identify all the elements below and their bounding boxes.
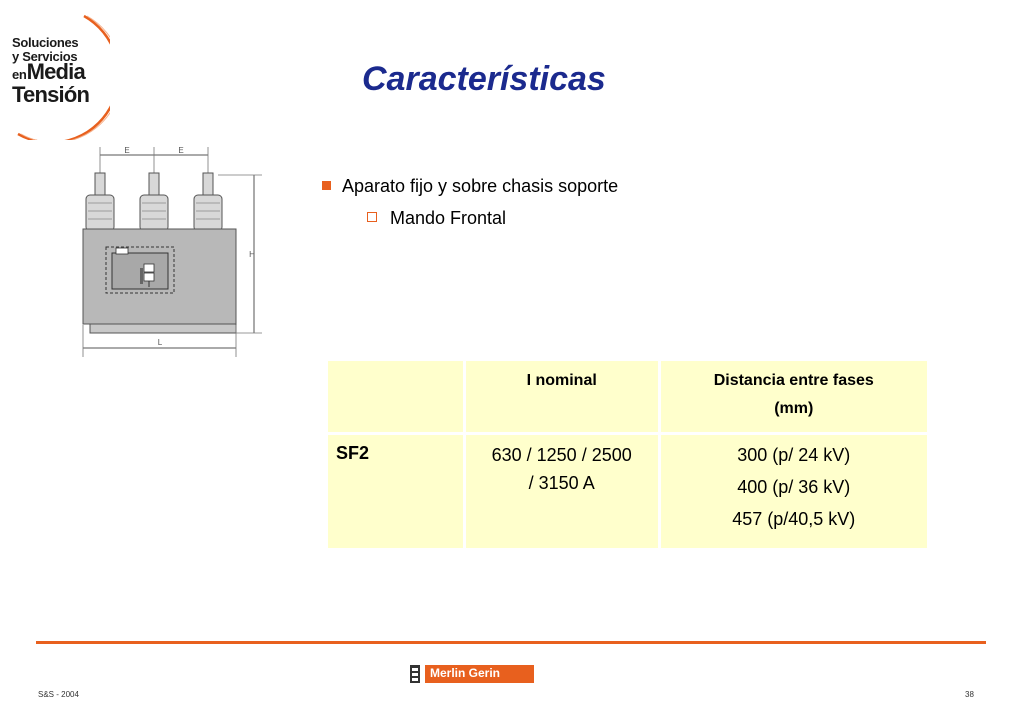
brand-name: Merlin Gerin xyxy=(430,666,501,680)
bullet-level-1-text: Aparato fijo y sobre chasis soporte xyxy=(342,176,619,196)
header-cell-nominal-current: I nominal xyxy=(466,361,658,435)
header-cell-empty xyxy=(328,361,463,435)
merlin-gerin-logo xyxy=(408,663,536,685)
bullet-level-1 xyxy=(322,176,618,197)
table-row xyxy=(328,435,927,548)
switchgear-drawing xyxy=(78,143,268,363)
header-phase-distance-line1: Distancia entre fases xyxy=(713,372,874,389)
logo-line-4: Tensión xyxy=(12,82,90,107)
cell-phase-distance: 300 (p/ 24 kV) 400 (p/ 36 kV) 457 (p/40,5 kV) xyxy=(661,435,928,548)
dim-e1-label: E xyxy=(124,146,130,155)
cell-nominal-current: 630 / 1250 / 2500 / 3150 A xyxy=(466,435,658,548)
header-phase-distance-line2: (mm) xyxy=(774,400,814,417)
logo-line-3-big: Media xyxy=(26,59,85,84)
company-logo xyxy=(0,10,110,140)
logo-line-3-small: en xyxy=(12,67,27,82)
dim-l-label: L xyxy=(157,338,163,347)
dim-h-label: H xyxy=(249,250,255,259)
logo-line-1: Soluciones xyxy=(12,35,79,50)
page-number: 38 xyxy=(965,690,974,699)
hollow-square-bullet-icon xyxy=(367,212,377,222)
schneider-mark-icon xyxy=(408,663,424,685)
footer-left-text: S&S - 2004 xyxy=(38,690,79,699)
row-label-sf2: SF2 xyxy=(328,435,463,548)
specs-table xyxy=(325,361,930,548)
header-cell-phase-distance xyxy=(661,361,928,435)
dim-e2-label: E xyxy=(178,146,184,155)
square-bullet-icon xyxy=(322,181,331,190)
footer-divider xyxy=(36,641,986,644)
logo-line-2: y Servicios xyxy=(12,49,78,64)
page-title: Características xyxy=(362,60,606,98)
bullet-level-2-text: Mando Frontal xyxy=(390,208,507,228)
table-header-row xyxy=(328,361,927,435)
bullet-level-2 xyxy=(367,208,506,229)
